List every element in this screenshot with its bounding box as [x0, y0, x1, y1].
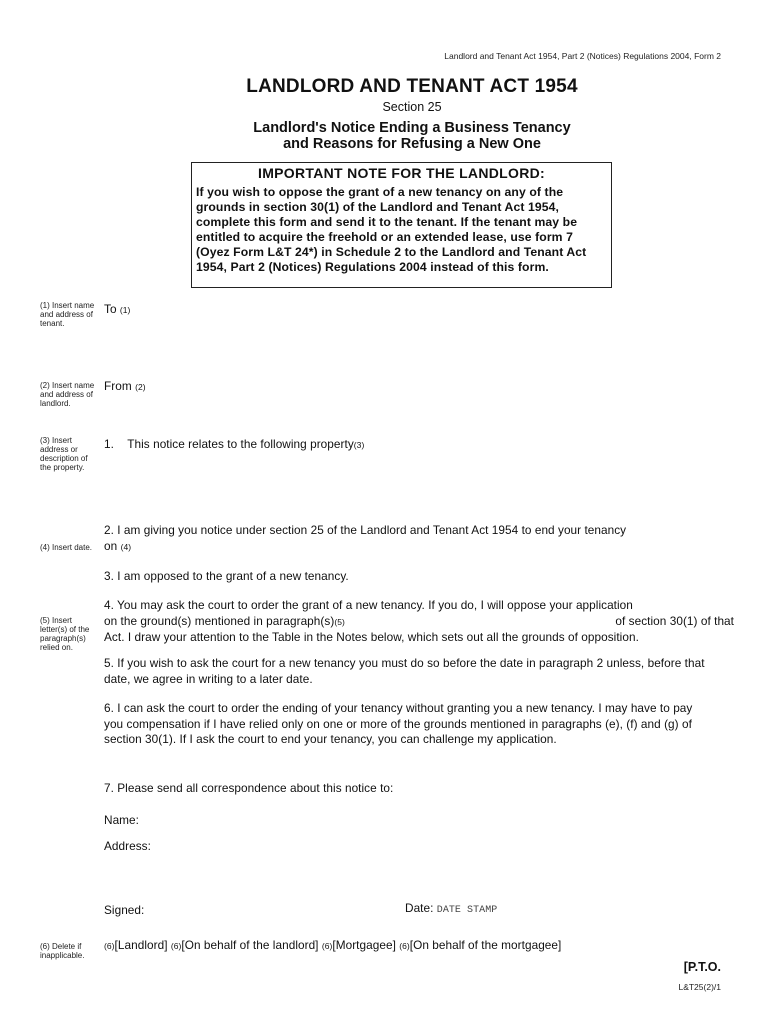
- capacity-ref-2: (6): [170, 941, 182, 951]
- paragraph-4-line-3: Act. I draw your attention to the Table in the Notes below, which sets out all the grounds of opposition.: [104, 630, 639, 644]
- from-ref: (2): [135, 382, 146, 392]
- paragraph-1-ref: (3): [353, 440, 365, 450]
- margin-note-6: (6) Delete if inapplicable.: [40, 942, 85, 960]
- capacity-line: [104, 938, 744, 955]
- subtitle-line-2: and Reasons for Refusing a New One: [283, 136, 541, 152]
- date-stamp-value: DATE STAMP: [436, 905, 498, 916]
- margin-note-4: (4) Insert date.: [40, 543, 93, 552]
- form-code: L&T25(2)/1: [678, 982, 721, 992]
- margin-note-2: (2) Insert name and address of landlord.: [40, 381, 95, 408]
- capacity-mortgagee[interactable]: [Mortgagee]: [332, 938, 396, 952]
- paragraph-4-line-1: 4. You may ask the court to order the grant of a new tenancy. If you do, I will oppose your application: [104, 598, 633, 612]
- capacity-ref-3: (6): [321, 941, 333, 951]
- paragraph-6: 6. I can ask the court to order the ending of your tenancy without granting you a new tenancy. I may have to pay you compensation if I have relied only on one or more of the grounds mentioned in paragraphs (e), (f) and (g) of section 30(1). If I ask the court to end your tenancy, you can challenge my application.: [104, 701, 693, 746]
- name-field[interactable]: [104, 813, 139, 829]
- capacity-behalf-mortgagee[interactable]: [On behalf of the mortgagee]: [409, 938, 562, 952]
- subtitle-line-1: Landlord's Notice Ending a Business Tenancy: [253, 120, 571, 136]
- important-note-box: [191, 162, 612, 288]
- address-label: Address:: [104, 839, 151, 853]
- to-ref: (1): [119, 305, 131, 315]
- to-label: To: [104, 302, 117, 316]
- section-label: Section 25: [382, 100, 442, 114]
- name-label: Name:: [104, 813, 139, 827]
- document-subtitle: [0, 120, 770, 152]
- capacity-ref-4: (6): [399, 941, 410, 951]
- paragraph-4-ref: (5): [334, 616, 345, 627]
- capacity-behalf-landlord[interactable]: [On behalf of the landlord]: [181, 938, 319, 952]
- paragraph-4-line-2: on the ground(s) mentioned in paragraph(s)(5) of section 30(1) of that: [104, 613, 734, 628]
- paragraph-1-text: This notice relates to the following property: [127, 437, 354, 451]
- paragraph-2-line-1: 2. I am giving you notice under section 25 of the Landlord and Tenant Act 1954 to end your tenancy: [104, 523, 627, 537]
- form-reference-header: Landlord and Tenant Act 1954, Part 2 (Notices) Regulations 2004, Form 2: [444, 51, 721, 61]
- paragraph-4: [104, 598, 734, 646]
- from-field[interactable]: [104, 379, 146, 396]
- from-label: From: [104, 379, 132, 393]
- signed-field[interactable]: [104, 903, 144, 919]
- paragraph-2-ref: (4): [120, 541, 132, 552]
- please-turn-over: [P.T.O.: [683, 960, 721, 974]
- important-note-body: If you wish to oppose the grant of a new tenancy on any of the grounds in section 30(1) of the Landlord and Tenant Act 1954, complete this form and send it to the tenant. If the tenant may be entitled to acquire the freehold or an extended lease, use form 7 (Oyez Form L&T 24*) in Schedule 2 to the Landlord and Tenant Act 1954, Part 2 (Notices) Regulations 2004 instead of this form.: [196, 185, 587, 274]
- document-title: LANDLORD AND TENANT ACT 1954: [246, 76, 578, 97]
- paragraph-5: 5. If you wish to ask the court for a new tenancy you must do so before the date in paragraph 2 unless, before that date, we agree in writing to a later date.: [104, 656, 705, 686]
- paragraph-1: [104, 437, 364, 454]
- capacity-landlord[interactable]: [Landlord]: [114, 938, 168, 952]
- paragraph-3: 3. I am opposed to the grant of a new tenancy.: [104, 569, 349, 583]
- margin-note-3: (3) Insert address or description of the property.: [40, 436, 88, 472]
- date-field[interactable]: [405, 901, 497, 919]
- paragraph-2: [104, 523, 734, 555]
- important-note-title: IMPORTANT NOTE FOR THE LANDLORD:: [258, 165, 545, 181]
- paragraph-2-line-2: on (4): [104, 538, 132, 553]
- address-field[interactable]: [104, 839, 151, 855]
- capacity-ref-1: (6): [104, 941, 115, 951]
- date-label: Date:: [405, 901, 434, 915]
- paragraph-7: 7. Please send all correspondence about this notice to:: [104, 781, 394, 795]
- margin-note-5: (5) Insert letter(s) of the paragraph(s) relied on.: [40, 616, 90, 652]
- paragraph-1-number: 1.: [104, 437, 114, 451]
- signed-label: Signed:: [104, 903, 145, 917]
- paragraph-4-section-text: of section 30(1) of that: [615, 613, 734, 628]
- to-field[interactable]: [104, 302, 130, 319]
- margin-note-1: (1) Insert name and address of tenant.: [40, 301, 95, 328]
